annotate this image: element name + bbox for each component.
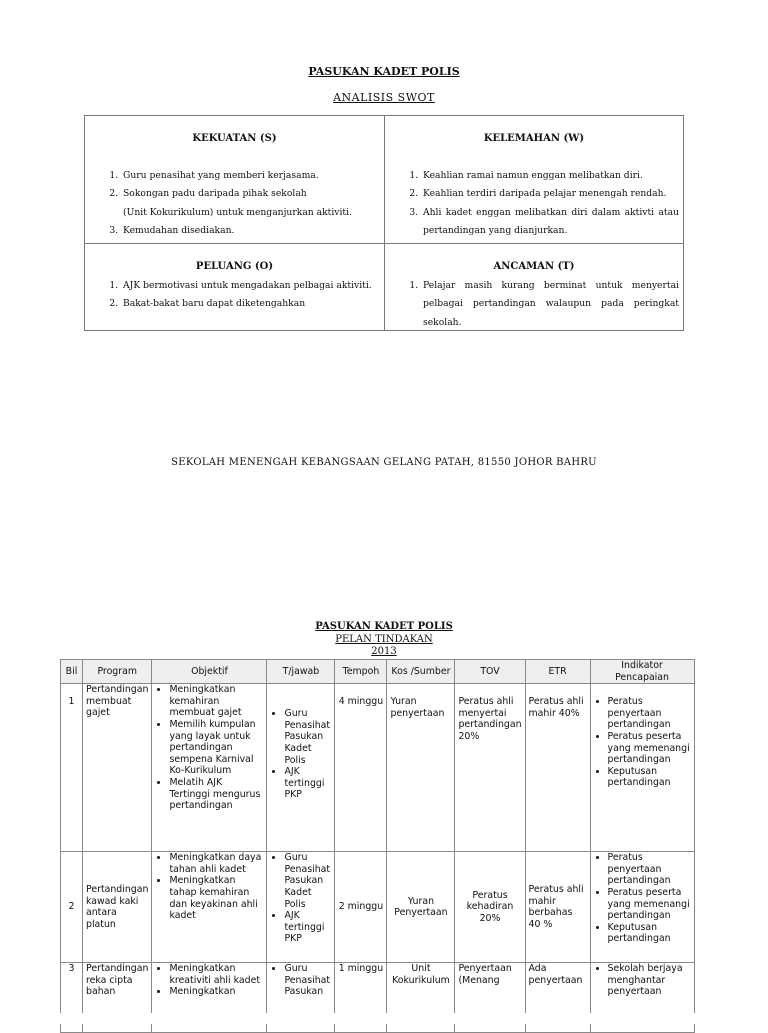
row-program: Pertandingan membuat gajet: [83, 684, 152, 852]
indikator-item: • Peratus penyertaan pertandingan: [608, 852, 691, 887]
objektif-item: • Meningkatkan daya tahan ahli kadet: [169, 852, 263, 875]
row-tov: Penyertaan (Menang: [455, 963, 525, 1033]
document-title: PASUKAN KADET POLIS: [308, 65, 460, 78]
indikator-item: • Peratus peserta yang memenangi pertandingan: [608, 887, 691, 922]
header-tov: TOV: [455, 660, 525, 684]
opportunities-heading: PELUANG (O): [195, 261, 274, 272]
document-subtitle: ANALISIS SWOT: [333, 91, 435, 104]
strength-item: 2. Sokongan padu daripada pihak sekolah: [121, 185, 384, 204]
row-program: Pertandingan kawad kaki antara platun: [83, 852, 152, 963]
school-name: SEKOLAH MENENGAH KEBANGSAAN GELANG PATAH, 81550 JOHOR BAHRU: [171, 457, 597, 468]
action-plan-table: [60, 659, 695, 1033]
header-etr: ETR: [525, 660, 590, 684]
indikator-item: • Sekolah berjaya menghantar penyertaan: [608, 963, 691, 998]
swot-strengths: [85, 130, 384, 241]
tjawab-item: • Guru Penasihat Pasukan Kadet Polis: [284, 852, 331, 910]
row-program: Pertandingan reka cipta bahan: [83, 963, 152, 1033]
row-indikator: [590, 852, 694, 963]
header-tempoh: Tempoh: [335, 660, 387, 684]
row-kos: Yuran Penyertaan: [387, 852, 455, 963]
header-program: Program: [83, 660, 152, 684]
tjawab-item: • Guru Penasihat Pasukan: [284, 963, 331, 998]
threat-item: 1. Pelajar masih kurang berminat untuk menyertai pelbagai pertandingan walaupun pada peringkat sekolah.: [421, 277, 679, 333]
strength-item: 1. Guru penasihat yang memberi kerjasama.: [121, 167, 384, 186]
row-etr: Peratus ahli mahir berbahas 40 %: [525, 852, 590, 963]
indikator-item: • Peratus penyertaan pertandingan: [608, 696, 691, 731]
table-row: [61, 852, 695, 963]
weaknesses-heading: KELEMAHAN (W): [483, 133, 585, 144]
objektif-item: • Meningkatkan tahap kemahiran dan keyakinan ahli kadet: [169, 875, 263, 921]
row-tov: Peratus kehadiran 20%: [455, 852, 525, 963]
swot-opportunities: [85, 258, 384, 314]
row-kos: Unit Kokurikulum: [387, 963, 455, 1033]
row-tjawab: [267, 852, 335, 963]
swot-table: [84, 115, 684, 331]
indikator-item: • Keputusan pertandingan: [608, 922, 691, 945]
header-kos: Kos /Sumber: [387, 660, 455, 684]
header-objektif: Objektif: [152, 660, 267, 684]
strength-item-continuation: (Unit Kokurikulum) untuk menganjurkan aktiviti.: [123, 206, 352, 218]
weakness-item: 3. Ahli kadet enggan melibatkan diri dalam aktivti atau pertandingan yang dianjurkan.: [421, 204, 679, 241]
tjawab-item: • AJK tertinggi PKP: [284, 766, 331, 801]
objektif-item: • Meningkatkan kreativiti ahli kadet: [169, 963, 263, 986]
header-tjawab: T/jawab: [267, 660, 335, 684]
row-tempoh: 4 minggu: [335, 684, 387, 852]
row-bil: 3: [61, 963, 83, 1033]
plan-title: PASUKAN KADET POLIS: [315, 621, 453, 632]
row-tjawab: [267, 684, 335, 852]
weakness-item: 1. Keahlian ramai namun enggan melibatkan diri.: [421, 167, 679, 186]
swot-divider-horizontal: [85, 243, 683, 244]
swot-threats: [385, 258, 683, 332]
header-bil: Bil: [61, 660, 83, 684]
indikator-item: • Keputusan pertandingan: [608, 766, 691, 789]
objektif-item: • Meningkatkan: [169, 986, 263, 998]
row-tov: Peratus ahli menyertai pertandingan 20%: [455, 684, 525, 852]
header-indikator: Indikator Pencapaian: [590, 660, 694, 684]
plan-year: 2013: [371, 646, 397, 657]
row-indikator: [590, 684, 694, 852]
opportunity-item: 1. AJK bermotivasi untuk mengadakan pelbagai aktiviti.: [121, 277, 384, 296]
plan-subtitle: PELAN TINDAKAN: [335, 634, 433, 645]
row-bil: 1: [61, 684, 83, 852]
objektif-item: • Meningkatkan kemahiran membuat gajet: [169, 684, 263, 719]
row-bil: 2: [61, 852, 83, 963]
tjawab-item: • Guru Penasihat Pasukan Kadet Polis: [284, 708, 331, 766]
objektif-item: • Melatih AJK Tertinggi mengurus pertandingan: [169, 777, 263, 812]
row-objektif: [152, 684, 267, 852]
row-etr: Peratus ahli mahir 40%: [525, 684, 590, 852]
table-header-row: [61, 660, 695, 684]
strength-item: 3. Kemudahan disediakan.: [121, 222, 384, 241]
indikator-item: • Peratus peserta yang memenangi pertandingan: [608, 731, 691, 766]
table-row: [61, 684, 695, 852]
strengths-heading: KEKUATAN (S): [192, 133, 277, 144]
row-objektif: [152, 852, 267, 963]
row-tempoh: 2 minggu: [335, 852, 387, 963]
tjawab-item: • AJK tertinggi PKP: [284, 910, 331, 945]
opportunity-item: 2. Bakat-bakat baru dapat diketengahkan: [121, 295, 384, 314]
swot-weaknesses: [385, 130, 683, 241]
row-kos: Yuran penyertaan: [387, 684, 455, 852]
weakness-item: 2. Keahlian terdiri daripada pelajar menengah rendah.: [421, 185, 679, 204]
objektif-item: • Memilih kumpulan yang layak untuk pertandingan sempena Karnival Ko-Kurikulum: [169, 719, 263, 777]
row-tempoh: 1 minggu: [335, 963, 387, 1033]
threats-heading: ANCAMAN (T): [493, 261, 575, 272]
page-bottom-edge: [0, 1013, 768, 1024]
row-etr: Ada penyertaan: [525, 963, 590, 1033]
